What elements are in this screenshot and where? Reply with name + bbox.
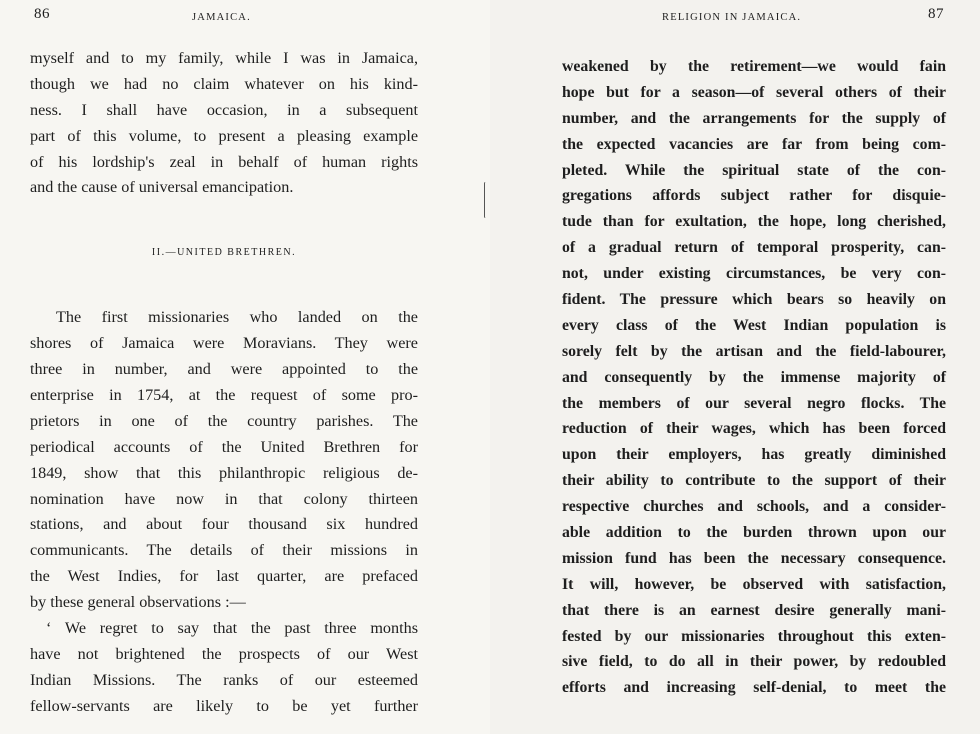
text-line: the West Indies, for last quarter, are prefaced [30, 567, 418, 586]
text-line: tude than for exultation, the hope, long cherished, [562, 213, 946, 231]
text-line: of his lordship's zeal in behalf of human rights [30, 152, 418, 171]
text-line: and consequently by the immense majority of [562, 368, 946, 386]
text-line: weakened by the retirement—we would fain [562, 58, 946, 75]
text-line: fested by our missionaries throughout this exten- [562, 627, 946, 645]
text-line: that there is an earnest desire generally mani- [562, 601, 946, 619]
text-line: It will, however, be observed with satisfaction, [562, 575, 946, 593]
text-line: myself and to my family, while I was in Jamaica, [30, 49, 418, 67]
text-line: pleted. While the spiritual state of the con- [562, 161, 946, 179]
running-head: JAMAICA. [192, 12, 251, 23]
text-line: periodical accounts of the United Brethren for [30, 437, 418, 456]
quote-line: ‘ We regret to say that the past three months [46, 619, 418, 638]
text-line: ness. I shall have occasion, in a subsequent [30, 100, 418, 119]
text-line: of a gradual return of temporal prosperity, can- [562, 239, 946, 257]
right-page [490, 0, 980, 734]
right-page-text [562, 54, 946, 701]
text-line: prietors in one of the country parishes. The [30, 411, 418, 430]
left-page-text [30, 46, 418, 720]
text-line: 1849, show that this philanthropic religious de- [30, 463, 418, 482]
text-line: respective churches and schools, and a consider- [562, 498, 946, 516]
text-line: mission fund has been the necessary consequence. [562, 549, 946, 567]
text-line: part of this volume, to present a pleasing example [30, 126, 418, 145]
text-line: and the cause of universal emancipation. [30, 178, 294, 197]
running-head: RELIGION IN JAMAICA. [662, 12, 802, 23]
text-line: fident. The pressure which bears so heavily on [562, 291, 946, 309]
text-line: stations, and about four thousand six hundred [30, 515, 418, 534]
page-number: 86 [34, 6, 50, 22]
text-line: nomination have now in that colony thirteen [30, 489, 418, 508]
text-line: by these general observations :— [30, 593, 246, 612]
text-line: hope but for a season—of several others of their [562, 83, 946, 101]
text-line: the members of our several negro flocks. The [562, 394, 946, 412]
text-line: every class of the West Indian population is [562, 316, 946, 334]
text-line: their ability to contribute to the support of their [562, 472, 946, 490]
section-heading: II.—UNITED BRETHREN. [151, 247, 297, 259]
text-line: the expected vacancies are far from being com- [562, 135, 946, 153]
text-line: sorely felt by the artisan and the field-labourer, [562, 342, 946, 360]
text-line: enterprise in 1754, at the request of some pro- [30, 386, 418, 405]
text-line: sive field, to do all in their power, by redoubled [562, 653, 946, 671]
quote-line: have not brightened the prospects of our West [30, 644, 418, 663]
text-line: three in number, and were appointed to the [30, 360, 418, 379]
text-line: though we had no claim whatever on his kind- [30, 74, 418, 93]
text-line: The first missionaries who landed on the [56, 308, 418, 327]
text-line: not, under existing circumstances, be very con- [562, 265, 946, 283]
text-line: efforts and increasing self-denial, to meet the [562, 679, 946, 697]
text-line: number, and the arrangements for the supply of [562, 109, 946, 127]
text-line: shores of Jamaica were Moravians. They were [30, 334, 418, 353]
text-line: reduction of their wages, which has been forced [562, 420, 946, 438]
binding-mark [484, 182, 487, 218]
text-line: able addition to the burden thrown upon our [562, 524, 946, 542]
text-line: gregations affords subject rather for disquie- [562, 187, 946, 205]
page-number: 87 [928, 6, 944, 22]
text-line: communicants. The details of their missions in [30, 541, 418, 560]
quote-line: Indian Missions. The ranks of our esteemed [30, 670, 418, 689]
quote-line: fellow-servants are likely to be yet further [30, 696, 418, 715]
text-line: upon their employers, has greatly diminished [562, 446, 946, 464]
